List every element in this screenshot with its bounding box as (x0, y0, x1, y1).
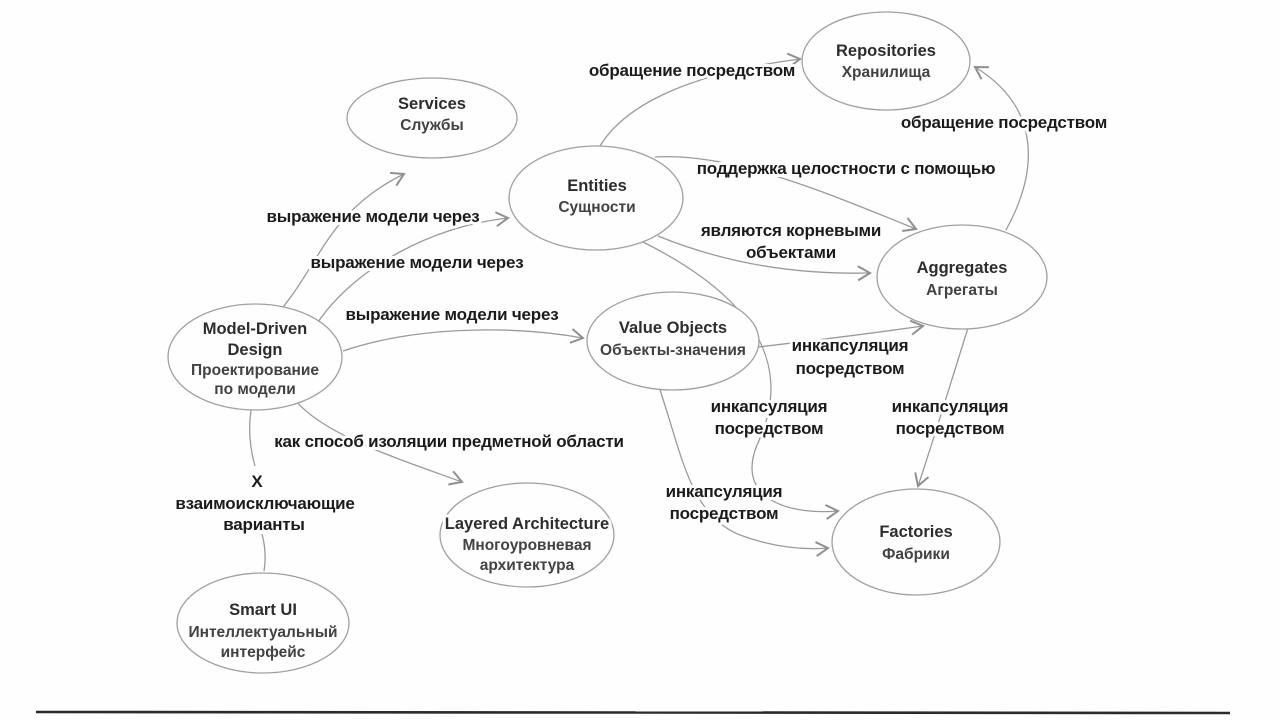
value-objects-subtitle: Объекты-значения (600, 342, 746, 359)
services-title: Services (398, 95, 466, 113)
model-driven-design-subtitle-line2: по модели (214, 381, 296, 398)
label-encapsulation-ent-fact-line1: инкапсуляция (710, 397, 828, 416)
aggregates-subtitle: Агрегаты (926, 282, 998, 299)
label-root-objects-line1: являются корневыми (700, 221, 882, 240)
edge-mdd-to-smart-ui-upper (250, 410, 255, 466)
label-mutual-exclusion-x: X (251, 472, 263, 491)
label-express-model-3: выражение модели через (345, 305, 559, 324)
layered-architecture-subtitle-line2: архитектура (479, 557, 575, 574)
aggregates-ellipse (877, 225, 1047, 329)
model-driven-design-title-line2: Design (227, 341, 283, 359)
aggregates-title: Aggregates (916, 259, 1008, 277)
node-model-driven-design (168, 304, 342, 410)
smart-ui-title: Smart UI (229, 601, 297, 619)
node-value-objects (587, 292, 759, 390)
layered-architecture-subtitle-line1: Многоуровневая (462, 537, 592, 554)
label-encapsulation-vo-agg-line2: посредством (795, 359, 905, 378)
label-encapsulation-agg-fact-line1: инкапсуляция (891, 397, 1009, 416)
edge-mdd-to-value-objects (343, 330, 583, 351)
edge-mdd-to-services (283, 174, 404, 307)
label-express-model-1: выражение модели через (266, 207, 480, 226)
edge-mdd-to-smart-ui-lower (262, 534, 265, 571)
label-mutual-exclusion-line1: взаимоисключающие (175, 494, 355, 513)
smart-ui-subtitle-line1: Интеллектуальный (188, 624, 338, 641)
factories-title: Factories (879, 523, 953, 541)
node-smart-ui (177, 573, 349, 673)
label-express-model-2: выражение модели через (310, 253, 524, 272)
label-domain-isolation: как способ изоляции предметной области (274, 432, 624, 451)
smart-ui-subtitle-line2: интерфейс (220, 644, 306, 661)
node-layered-architecture (440, 483, 614, 587)
entities-subtitle: Сущности (558, 199, 636, 216)
node-factories (832, 489, 1000, 595)
label-integrity-support: поддержка целостности с помощью (696, 159, 996, 178)
label-encapsulation-vo-agg-line1: инкапсуляция (791, 336, 909, 355)
model-driven-design-title-line1: Model-Driven (202, 320, 308, 338)
repositories-ellipse (802, 12, 970, 110)
entities-ellipse (509, 146, 683, 250)
label-encapsulation-ent-fact-line2: посредством (714, 419, 824, 438)
node-entities (509, 146, 683, 250)
label-root-objects-line2: объектами (745, 243, 837, 262)
value-objects-ellipse (587, 292, 759, 390)
label-encapsulation-vo-fact-line2: посредством (669, 504, 779, 523)
label-access-via-right: обращение посредством (900, 113, 1108, 132)
label-mutual-exclusion-line2: варианты (223, 515, 305, 534)
entities-title: Entities (567, 177, 627, 195)
factories-subtitle: Фабрики (882, 546, 950, 563)
factories-ellipse (832, 489, 1000, 595)
model-driven-design-subtitle-line1: Проектирование (191, 362, 319, 379)
label-encapsulation-agg-fact-line2: посредством (895, 419, 1005, 438)
services-subtitle: Службы (400, 117, 464, 134)
node-services (347, 78, 517, 158)
layered-architecture-title: Layered Architecture (444, 515, 610, 533)
label-access-via-top: обращение посредством (588, 61, 796, 80)
node-aggregates (877, 225, 1047, 329)
repositories-title: Repositories (836, 42, 936, 60)
repositories-subtitle: Хранилища (841, 64, 931, 81)
node-repositories (802, 12, 970, 110)
edge-aggregates-to-repositories (975, 67, 1028, 230)
bottom-rule (36, 712, 1230, 713)
label-encapsulation-vo-fact-line1: инкапсуляция (665, 482, 783, 501)
value-objects-title: Value Objects (618, 319, 728, 337)
